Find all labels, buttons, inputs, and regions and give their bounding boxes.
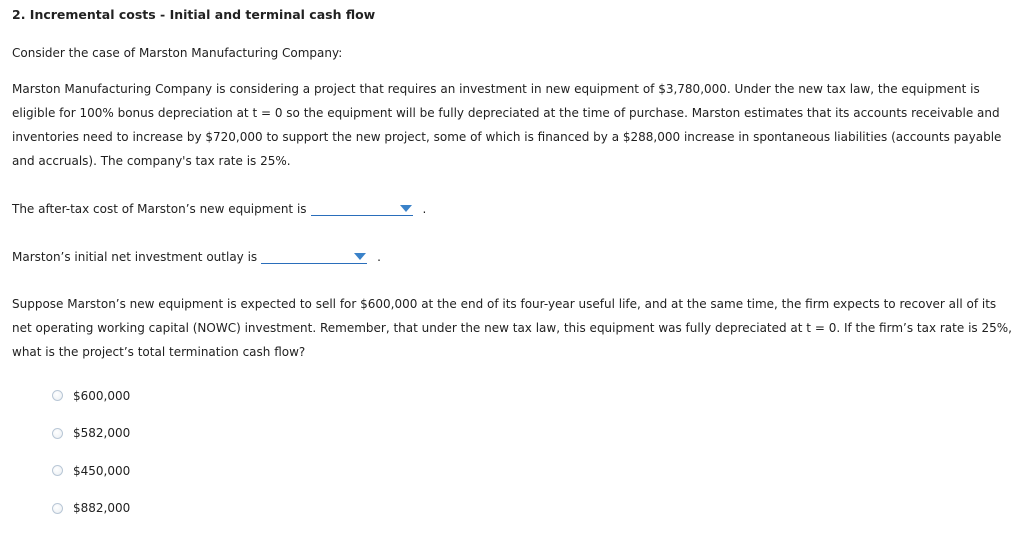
radio-button[interactable]	[52, 503, 63, 514]
answer-option[interactable]	[52, 424, 130, 443]
answer-option-label: $450,000	[73, 463, 131, 478]
after-tax-cost-dropdown[interactable]	[311, 201, 413, 216]
answer-option[interactable]	[52, 461, 130, 480]
question-2-period: .	[377, 250, 381, 264]
question-2	[12, 249, 381, 264]
answer-option-label: $882,000	[73, 501, 131, 515]
question-2-label: Marston’s initial net investment outlay is	[12, 250, 258, 264]
answer-option-label: $600,000	[73, 388, 131, 403]
radio-button[interactable]	[52, 390, 63, 401]
scenario-paragraph: Marston Manufacturing Company is considering a project that requires an investment in new equipment of $3,780,000. Under the new tax law, the equipment is eligible for 100% bonus depreciation at t = 0 so the equipment will be fully depreciated at the time of purchase. Marston estimates that its accounts receivable and inventories need to increase by $720,000 to support the new project, some of which is financed by a $288,000 increase in spontaneous liabilities (accounts payable and accruals). The company's tax rate is 25%.	[12, 82, 1002, 168]
answer-option[interactable]	[52, 499, 130, 518]
answer-option[interactable]	[52, 386, 130, 405]
termination-question-paragraph: Suppose Marston’s new equipment is expected to sell for $600,000 at the end of its four-year useful life, and at the same time, the firm expects to recover all of its net operating working capital (NOWC) investment. Remember, that under the new tax law, this equipment was fully depreciated at t = 0. If the firm’s tax rate is 25%, what is the project’s total termination cash flow?	[12, 297, 1012, 359]
chevron-down-icon	[400, 205, 412, 212]
intro-text: Consider the case of Marston Manufacturing Company:	[12, 46, 343, 60]
answer-option-label: $582,000	[73, 426, 131, 440]
question-1-label: The after-tax cost of Marston’s new equipment is	[12, 202, 307, 216]
question-1	[12, 201, 426, 216]
radio-button[interactable]	[52, 428, 63, 439]
radio-button[interactable]	[52, 465, 63, 476]
question-1-period: .	[422, 202, 427, 216]
chevron-down-icon	[354, 253, 366, 260]
answer-options	[52, 386, 130, 536]
initial-outlay-dropdown[interactable]	[261, 249, 367, 264]
question-title: 2. Incremental costs - Initial and terminal cash flow	[12, 7, 376, 22]
